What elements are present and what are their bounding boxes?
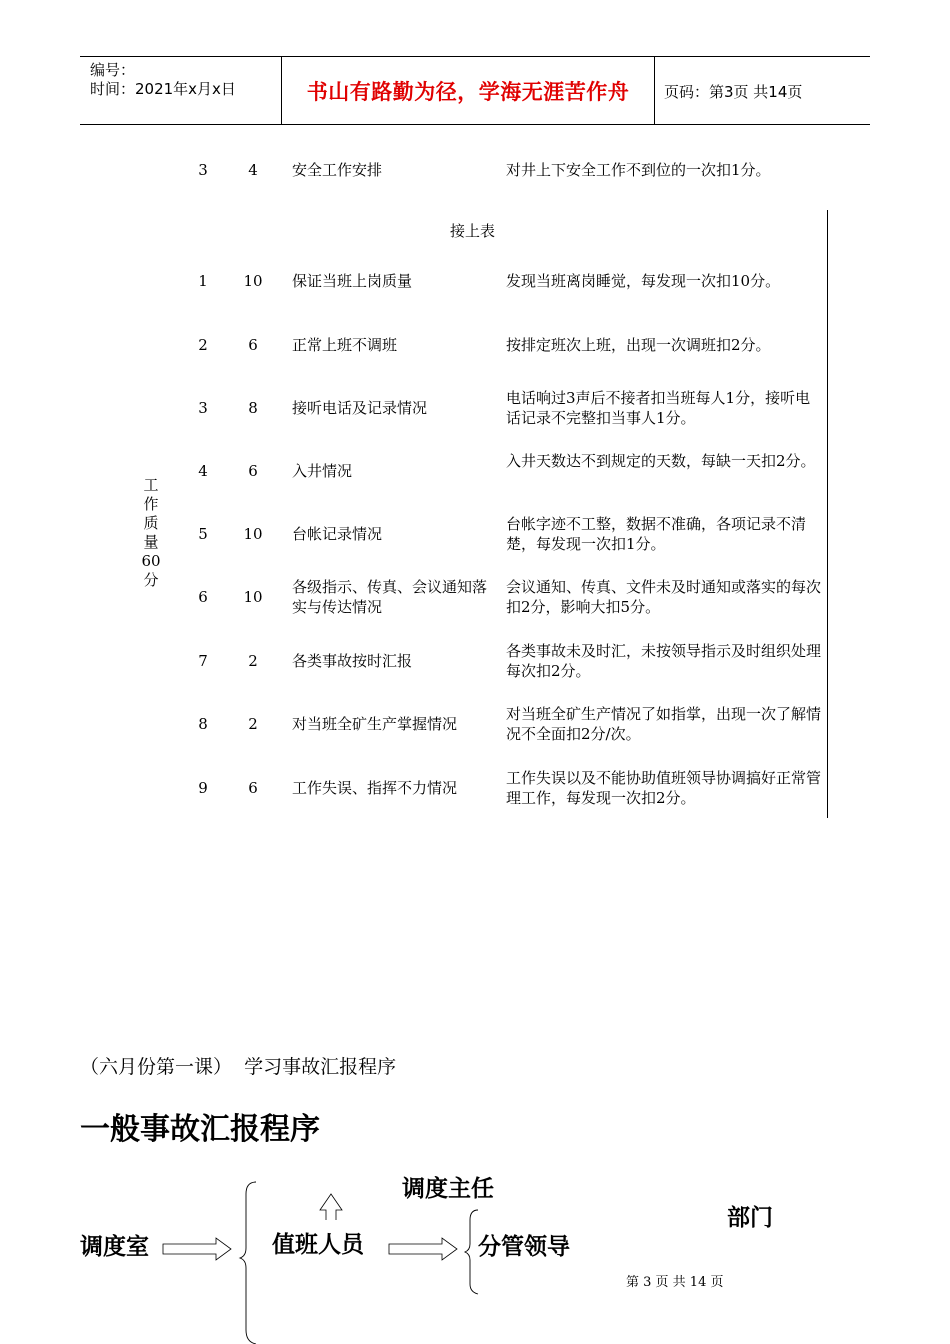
table-right-border (827, 210, 828, 818)
right-arrow-icon (163, 1238, 231, 1260)
flow-dispatch-room: 调度室 (80, 1234, 149, 1260)
section-title: 一般事故汇报程序 (80, 1112, 320, 1147)
row-rule: 工作失误以及不能协助值班领导协调搞好正常管理工作，每发现一次扣2分。 (506, 769, 822, 807)
left-brace-icon (240, 1182, 256, 1344)
continued-label: 接上表 (450, 222, 496, 240)
row-score: 4 (248, 161, 258, 179)
row-item: 工作失误、指挥不力情况 (292, 779, 458, 797)
row-number: 9 (198, 779, 208, 797)
row-item: 安全工作安排 (292, 161, 383, 179)
row-item: 台帐记录情况 (292, 525, 383, 543)
row-item: 保证当班上岗质量 (292, 272, 413, 290)
row-item: 对当班全矿生产掌握情况 (292, 715, 458, 733)
header-motto: 书山有路勤为径，学海无涯苦作舟 (306, 80, 630, 104)
row-rule: 电话响过3声后不接者扣当班每人1分，接听电话记录不完整扣当事人1分。 (506, 389, 811, 427)
footer-page-number: 第 3 页 共 14 页 (626, 1275, 724, 1290)
row-score: 6 (248, 462, 258, 480)
category-label: 工 作 质 量 60 分 (141, 476, 161, 589)
row-number: 8 (198, 715, 208, 733)
left-brace-icon (465, 1210, 478, 1294)
row-number: 1 (198, 272, 208, 290)
flowchart-connectors (0, 1160, 950, 1344)
row-number: 3 (198, 161, 208, 179)
row-rule: 发现当班离岗睡觉，每发现一次扣10分。 (506, 272, 781, 290)
row-rule: 对井上下安全工作不到位的一次扣1分。 (506, 161, 771, 179)
row-score: 6 (248, 779, 258, 797)
row-item: 接听电话及记录情况 (292, 399, 428, 417)
header-bottom-rule (80, 124, 870, 125)
flow-duty-staff: 值班人员 (272, 1232, 364, 1258)
row-number: 3 (198, 399, 208, 417)
up-arrow-icon (320, 1194, 342, 1220)
header-time-label: 时间：2021年x月x日 (90, 80, 236, 98)
flow-department: 部门 (727, 1205, 773, 1231)
row-rule: 对当班全矿生产情况了如指掌，出现一次了解情况不全面扣2分/次。 (506, 705, 822, 743)
flow-dispatch-director: 调度主任 (402, 1176, 494, 1202)
row-item: 各类事故按时汇报 (292, 652, 413, 670)
right-arrow-icon (389, 1238, 457, 1260)
header-number-label: 编号： (90, 61, 136, 79)
row-number: 5 (198, 525, 208, 543)
header-page-info: 页码：第3页 共14页 (664, 83, 803, 101)
row-item: 入井情况 (292, 462, 353, 480)
row-number: 6 (198, 588, 208, 606)
header-divider (654, 56, 655, 124)
row-number: 4 (198, 462, 208, 480)
row-rule: 入井天数达不到规定的天数，每缺一天扣2分。 (506, 452, 816, 470)
row-rule: 各类事故未及时汇，未按领导指示及时组织处理每次扣2分。 (506, 642, 822, 680)
row-score: 10 (243, 588, 263, 606)
row-rule: 按排定班次上班，出现一次调班扣2分。 (506, 336, 771, 354)
row-number: 7 (198, 652, 208, 670)
row-rule: 会议通知、传真、文件未及时通知或落实的每次扣2分，影响大扣5分。 (506, 578, 822, 616)
row-score: 2 (248, 652, 258, 670)
row-score: 10 (243, 525, 263, 543)
row-score: 2 (248, 715, 258, 733)
lesson-title: 学习事故汇报程序 (244, 1056, 397, 1078)
row-number: 2 (198, 336, 208, 354)
row-score: 8 (248, 399, 258, 417)
row-item: 各级指示、传真、会议通知落实与传达情况 (292, 578, 488, 616)
flow-leader-in-charge: 分管领导 (478, 1234, 570, 1260)
header-top-rule (80, 56, 870, 57)
row-item: 正常上班不调班 (292, 336, 398, 354)
row-rule: 台帐字迹不工整，数据不准确，各项记录不清楚，每发现一次扣1分。 (506, 515, 807, 553)
row-score: 10 (243, 272, 263, 290)
row-score: 6 (248, 336, 258, 354)
lesson-heading (80, 1052, 396, 1079)
lesson-prefix: （六月份第一课） (80, 1056, 233, 1078)
